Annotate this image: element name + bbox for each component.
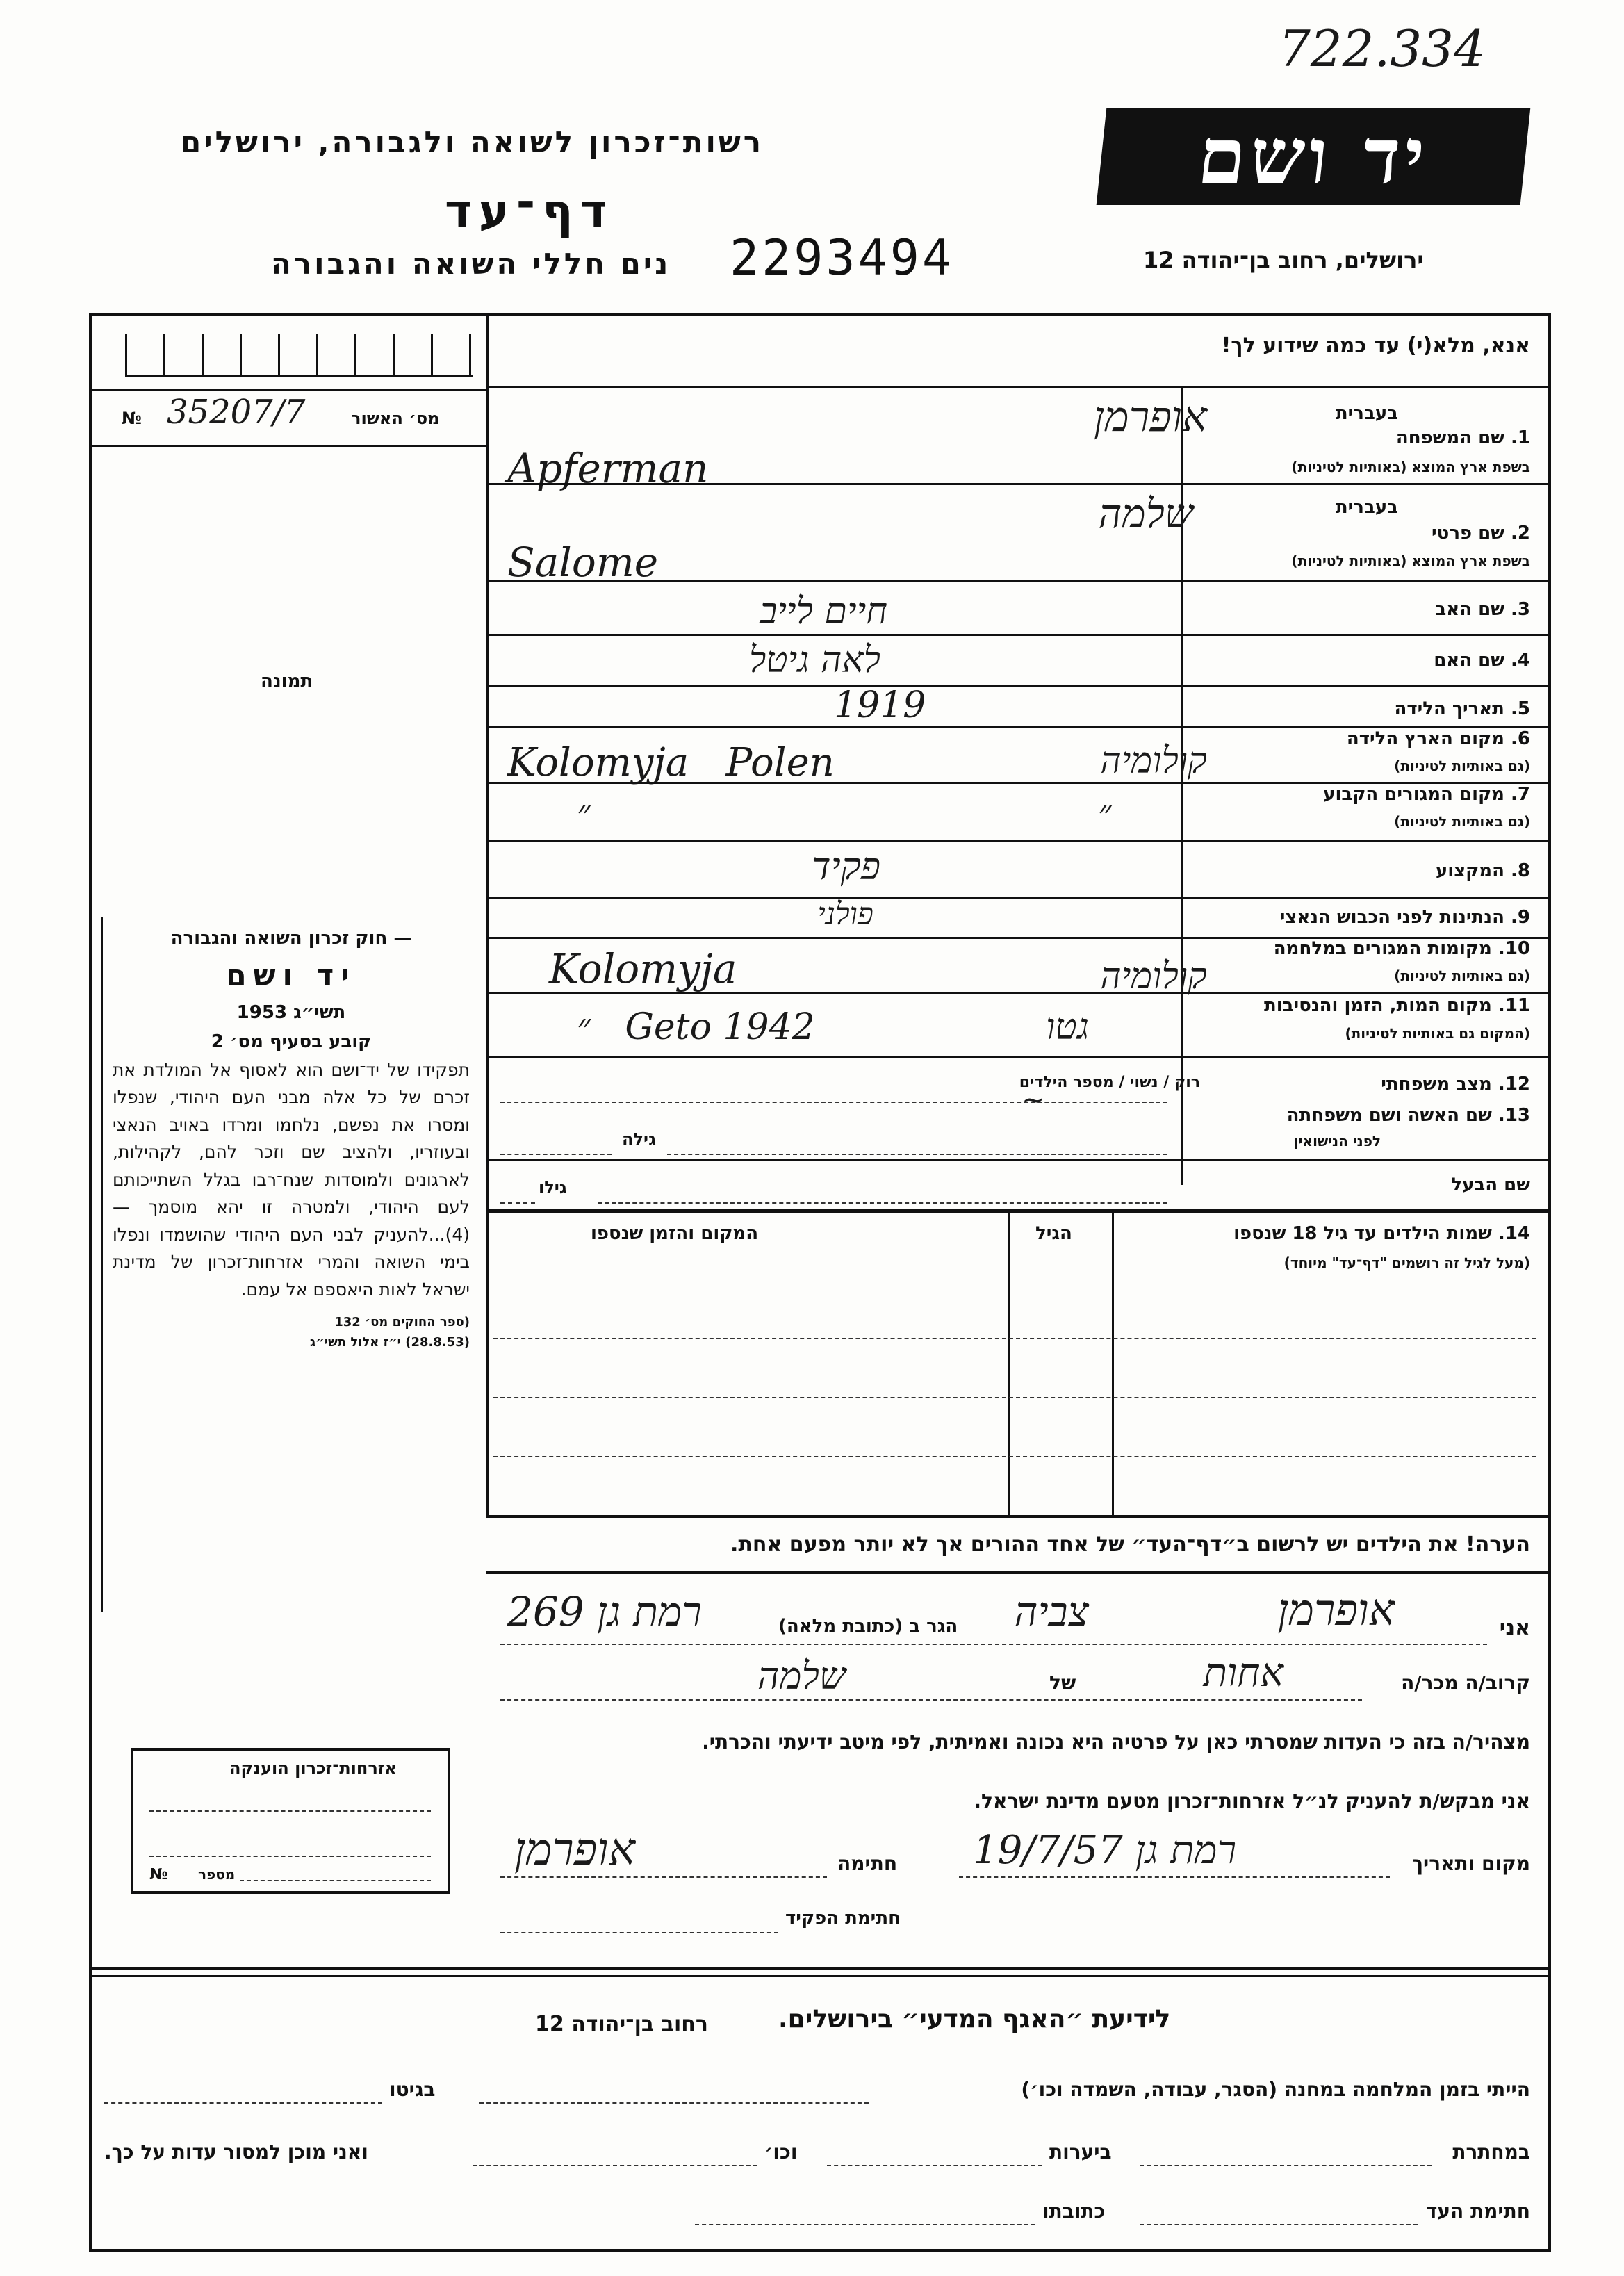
law-gazette-date: (28.8.53) י״ז אלול תשי״ג bbox=[310, 1334, 470, 1350]
form-subtitle-text: נים חללי השואה והגבורה bbox=[271, 247, 671, 281]
field-9-value[interactable]: פולני bbox=[817, 897, 873, 932]
footer-etc-dotted bbox=[473, 2165, 757, 2166]
field-12-scribble[interactable]: ~ bbox=[1022, 1084, 1045, 1116]
witness-request: אני מבקש/ת להעניק לנ״ל אזרחות־זכרון מטעם מדינת ישראל. bbox=[974, 1790, 1530, 1812]
field-11-rule bbox=[486, 1056, 1551, 1058]
citizenship-number-line bbox=[240, 1880, 431, 1881]
field-5-label: 5. תאריך הלידה bbox=[1394, 698, 1530, 719]
field-10-rule bbox=[486, 992, 1551, 994]
footer-ready: ואני מוכן למסור עדות על כך. bbox=[104, 2140, 368, 2163]
children-sub: (מעל לגיל זה רושמים "דף־עד" מיוחד) bbox=[1283, 1254, 1530, 1271]
place-date-value[interactable]: רמת גן 19/7/57 bbox=[973, 1828, 1237, 1873]
field-9-label: 9. הנתינות לפני הכבוש הנאצי bbox=[1279, 907, 1530, 928]
footer-witness-addr: כתובתו bbox=[1042, 2200, 1106, 2222]
cert-bottom-rule bbox=[89, 445, 486, 447]
header-address: ירושלים, רחוב בן־יהודה 12 bbox=[1143, 247, 1424, 273]
cert-ticks bbox=[125, 334, 473, 377]
field-11-sub: (המקום גם באותיות לטיניות) bbox=[1345, 1025, 1530, 1042]
footer-witness-sig-dotted bbox=[1140, 2224, 1418, 2225]
citizenship-line-1 bbox=[149, 1810, 431, 1812]
footer-rule bbox=[89, 1967, 1551, 1970]
field-4-value[interactable]: לאה גיטל bbox=[748, 639, 880, 681]
footer-ghetto-dotted bbox=[104, 2102, 382, 2104]
field-7-sub: (גם באותיות לטיניות) bbox=[1394, 813, 1530, 830]
field-11-label: 11. מקום המות, הזמן והנסיבות bbox=[1264, 995, 1530, 1016]
field-12-options: רוק / נשוי / מספר הילדים bbox=[1019, 1074, 1200, 1091]
footer-ghetto: בגיטו bbox=[389, 2078, 436, 2101]
husband-age-label: גילו bbox=[539, 1178, 567, 1197]
cert-number-label: מס׳ האשור bbox=[351, 409, 440, 428]
field-10-sub: (גם באותיות לטיניות) bbox=[1394, 967, 1530, 984]
field-6-latin-value[interactable]: Kolomyja Polen bbox=[507, 740, 835, 785]
field-8-value[interactable]: פקיד bbox=[811, 844, 880, 888]
field-6-label: 6. מקום הארץ הלידה bbox=[1346, 728, 1530, 749]
witness-line-1 bbox=[500, 1644, 1487, 1645]
citizenship-number-sign: № bbox=[149, 1866, 168, 1883]
field-13-age-label: גילה bbox=[622, 1129, 656, 1149]
footer-witness-sig: חתימת העד bbox=[1425, 2200, 1530, 2222]
footer-forests: ביערות bbox=[1049, 2140, 1112, 2163]
field-4-label: 4. שם האם bbox=[1434, 650, 1530, 671]
witness-relation[interactable]: אחות bbox=[1203, 1651, 1283, 1696]
field-10-latin-value[interactable]: Kolomyja bbox=[549, 945, 737, 992]
signature-label: חתימה bbox=[837, 1852, 898, 1875]
field-13-sub: לפני הנישואין bbox=[1293, 1133, 1381, 1149]
husband-dotted-line bbox=[500, 1202, 535, 1204]
field-13-name-line bbox=[667, 1154, 1167, 1155]
officer-signature-line bbox=[500, 1932, 778, 1933]
footer-camp-line: הייתי בזמן המלחמה במחנה (הסגר, עבודה, השמדה וכו׳) bbox=[1021, 2078, 1530, 2101]
witness-of-label: של bbox=[1049, 1671, 1076, 1694]
witness-relative-label: קרוב/ה מכר/ה bbox=[1401, 1671, 1530, 1694]
husband-name-line bbox=[598, 1202, 1167, 1204]
field-13-dotted-line bbox=[500, 1154, 612, 1155]
citizenship-title: אזרחות־זכרון הוענקה bbox=[229, 1758, 397, 1778]
children-top-rule bbox=[486, 1209, 1551, 1213]
field-8-label: 8. המקצוע bbox=[1435, 860, 1530, 881]
field-1-rule bbox=[486, 483, 1551, 485]
field-10-label: 10. מקומות המגורים במלחמה bbox=[1273, 938, 1530, 959]
instruction-rule bbox=[486, 386, 1551, 388]
witness-line-2 bbox=[500, 1699, 1362, 1701]
footer-forests-dotted bbox=[827, 2165, 1042, 2166]
field-5-value[interactable]: 1919 bbox=[834, 685, 926, 726]
witness-surname[interactable]: אופרמן bbox=[1277, 1585, 1395, 1635]
place-date-label: מקום ותאריך bbox=[1411, 1852, 1530, 1875]
footer-hiding: במחתרת bbox=[1452, 2140, 1530, 2163]
field-6-sub: (גם באותיות לטיניות) bbox=[1394, 758, 1530, 774]
form-title: דף־עד bbox=[445, 184, 614, 238]
archive-number: 722.334 bbox=[1279, 19, 1486, 78]
children-col-1 bbox=[1112, 1209, 1114, 1515]
footer-attention: לידיעת ״האגף המדעי״ בירושלים. bbox=[778, 2005, 1171, 2033]
children-row-2 bbox=[493, 1397, 1536, 1398]
sheet-number: 2293494 bbox=[730, 229, 955, 286]
field-1-sub: בשפת ארץ המוצא (באותיות לטיניות) bbox=[1291, 459, 1530, 475]
children-col-2 bbox=[1008, 1209, 1010, 1515]
field-12-dotted-line bbox=[500, 1102, 1167, 1103]
place-date-line bbox=[959, 1876, 1390, 1878]
witness-address[interactable]: רמת גן 269 bbox=[507, 1588, 702, 1635]
field-2-label: 2. שם פרטי bbox=[1432, 523, 1530, 543]
footer-camp-dotted bbox=[479, 2102, 869, 2104]
footer-hiding-dotted bbox=[1140, 2165, 1432, 2166]
signature-line bbox=[500, 1876, 827, 1878]
citizenship-line-2 bbox=[149, 1856, 431, 1857]
husband-label: שם הבעל bbox=[1451, 1174, 1530, 1195]
witness-first-name[interactable]: צביה bbox=[1014, 1588, 1089, 1635]
footer-witness-addr-dotted bbox=[695, 2224, 1035, 2225]
field-11-hebrew-value[interactable]: גטו bbox=[1046, 1006, 1089, 1048]
law-text: תפקידו של יד־ושם הוא לאסוף אל המולדת את זכרם של כל אלה מבני העם היהודי, שנפלו ומסרו את נפשם, נלחמו ומרדו באויב הנאצי ובעוזריו, ולהציב שם וזכר להם, לקהילות, לארגונים ולמוסדות שנח־רבו בגלל השתייכותם לעם היהודי, ולמטרה זו יהא מוסמך — (4)...להעניק לבני העם היהודי שהושמדו ונפלו בימי השואה והמרי אזרחות־זכרון של מדינת ישראל לאות היאספם אל עמם. bbox=[113, 1059, 470, 1300]
witness-residing-label: הגר ב (כתובת מלאה) bbox=[778, 1616, 958, 1637]
children-bottom-rule bbox=[486, 1515, 1551, 1518]
field-13-rule bbox=[486, 1159, 1551, 1161]
field-7-rule bbox=[486, 840, 1551, 842]
field-3-label: 3. שם האב bbox=[1435, 599, 1530, 620]
field-2-latin-value[interactable]: Salome bbox=[507, 539, 659, 586]
footer-rule-2 bbox=[89, 1975, 1551, 1977]
note-rule bbox=[486, 1571, 1551, 1574]
field-6-hebrew-value[interactable]: קולומיה bbox=[1100, 740, 1207, 782]
yad-vashem-logo: יד ושם bbox=[1097, 108, 1531, 205]
field-4-rule bbox=[486, 685, 1551, 687]
footer-address: רחוב בן־יהודה 12 bbox=[535, 2012, 708, 2036]
field-11-latin-value[interactable]: ״ Geto 1942 bbox=[577, 1006, 815, 1048]
field-10-hebrew-value[interactable]: קולומיה bbox=[1100, 956, 1207, 997]
footer-etc: וכו׳ bbox=[764, 2140, 798, 2163]
law-name: יד ושם bbox=[226, 958, 356, 993]
field-12-label: 12. מצב משפחתי bbox=[1381, 1074, 1530, 1095]
law-box bbox=[101, 917, 479, 1612]
field-2-sub: בשפת ארץ המוצא (באותיות לטיניות) bbox=[1291, 552, 1530, 569]
law-title: — חוק זכרון השואה והגבורה bbox=[170, 928, 412, 949]
field-13-label: 13. שם האשה ושם משפחתה bbox=[1286, 1105, 1530, 1126]
children-row-1 bbox=[493, 1338, 1536, 1339]
authority-name: רשות־זכרון לשואה ולגבורה, ירושלים bbox=[181, 125, 764, 159]
field-1-hebrew-value[interactable]: אופרמן bbox=[1093, 393, 1207, 441]
children-row-3 bbox=[493, 1456, 1536, 1457]
signature-value[interactable]: אופרמן bbox=[514, 1824, 635, 1876]
children-place-header: המקום והזמן שנספו bbox=[591, 1223, 759, 1244]
field-3-value[interactable]: חיים לייב bbox=[760, 591, 887, 632]
note-text: הערה! את הילדים יש לרשום ב״דף־העד״ של אחד ההורים אך לא יותר מפעם אחת. bbox=[730, 1532, 1530, 1557]
field-7-hebrew-value[interactable]: ״ bbox=[1098, 792, 1112, 834]
witness-i-label: אני bbox=[1499, 1616, 1530, 1640]
cert-number-value[interactable]: 35207/7 bbox=[167, 393, 306, 432]
cert-number-sign: № bbox=[122, 409, 142, 428]
field-8-rule bbox=[486, 897, 1551, 899]
cert-rule bbox=[89, 389, 486, 391]
children-age-header: הגיל bbox=[1035, 1223, 1072, 1244]
left-column-divider bbox=[486, 313, 489, 1216]
field-2-heb-tag: בעברית bbox=[1335, 497, 1398, 518]
form-subtitle bbox=[271, 247, 671, 281]
instruction-text: אנא, מלא(י) עד כמה שידוע לך! bbox=[1221, 334, 1530, 358]
field-1-heb-tag: בעברית bbox=[1335, 403, 1398, 424]
witness-of-name[interactable]: שלמה bbox=[757, 1654, 846, 1698]
field-7-latin-value[interactable]: ״ bbox=[577, 792, 591, 834]
law-year: תשי״ג 1953 bbox=[236, 1002, 346, 1024]
witness-declaration: מצהיר/ה בזה כי העדות שמסרתי כאן על פרטיה היא נכונה ואמיתית, לפי מיטב ידיעתי והכרתי. bbox=[702, 1730, 1530, 1753]
citizenship-number-label: מספר bbox=[198, 1866, 236, 1883]
field-2-rule bbox=[486, 580, 1551, 582]
law-section: קובע בסעיף מס׳ 2 bbox=[211, 1031, 372, 1052]
field-1-latin-value[interactable]: Apferman bbox=[507, 445, 709, 492]
children-label: 14. שמות הילדים עד גיל 18 שנספו bbox=[1233, 1223, 1530, 1244]
law-gazette: (ספר החוקים מס׳ 132 bbox=[334, 1315, 470, 1330]
field-3-rule bbox=[486, 634, 1551, 636]
officer-signature-label: חתימת הפקיד bbox=[785, 1908, 901, 1929]
field-2-hebrew-value[interactable]: שלמה bbox=[1098, 490, 1193, 537]
field-7-label: 7. מקום המגורים הקבוע bbox=[1323, 784, 1530, 805]
photo-label: תמונה bbox=[261, 671, 313, 691]
field-1-label: 1. שם המשפחה bbox=[1395, 427, 1530, 448]
children-col-3 bbox=[486, 1209, 489, 1515]
